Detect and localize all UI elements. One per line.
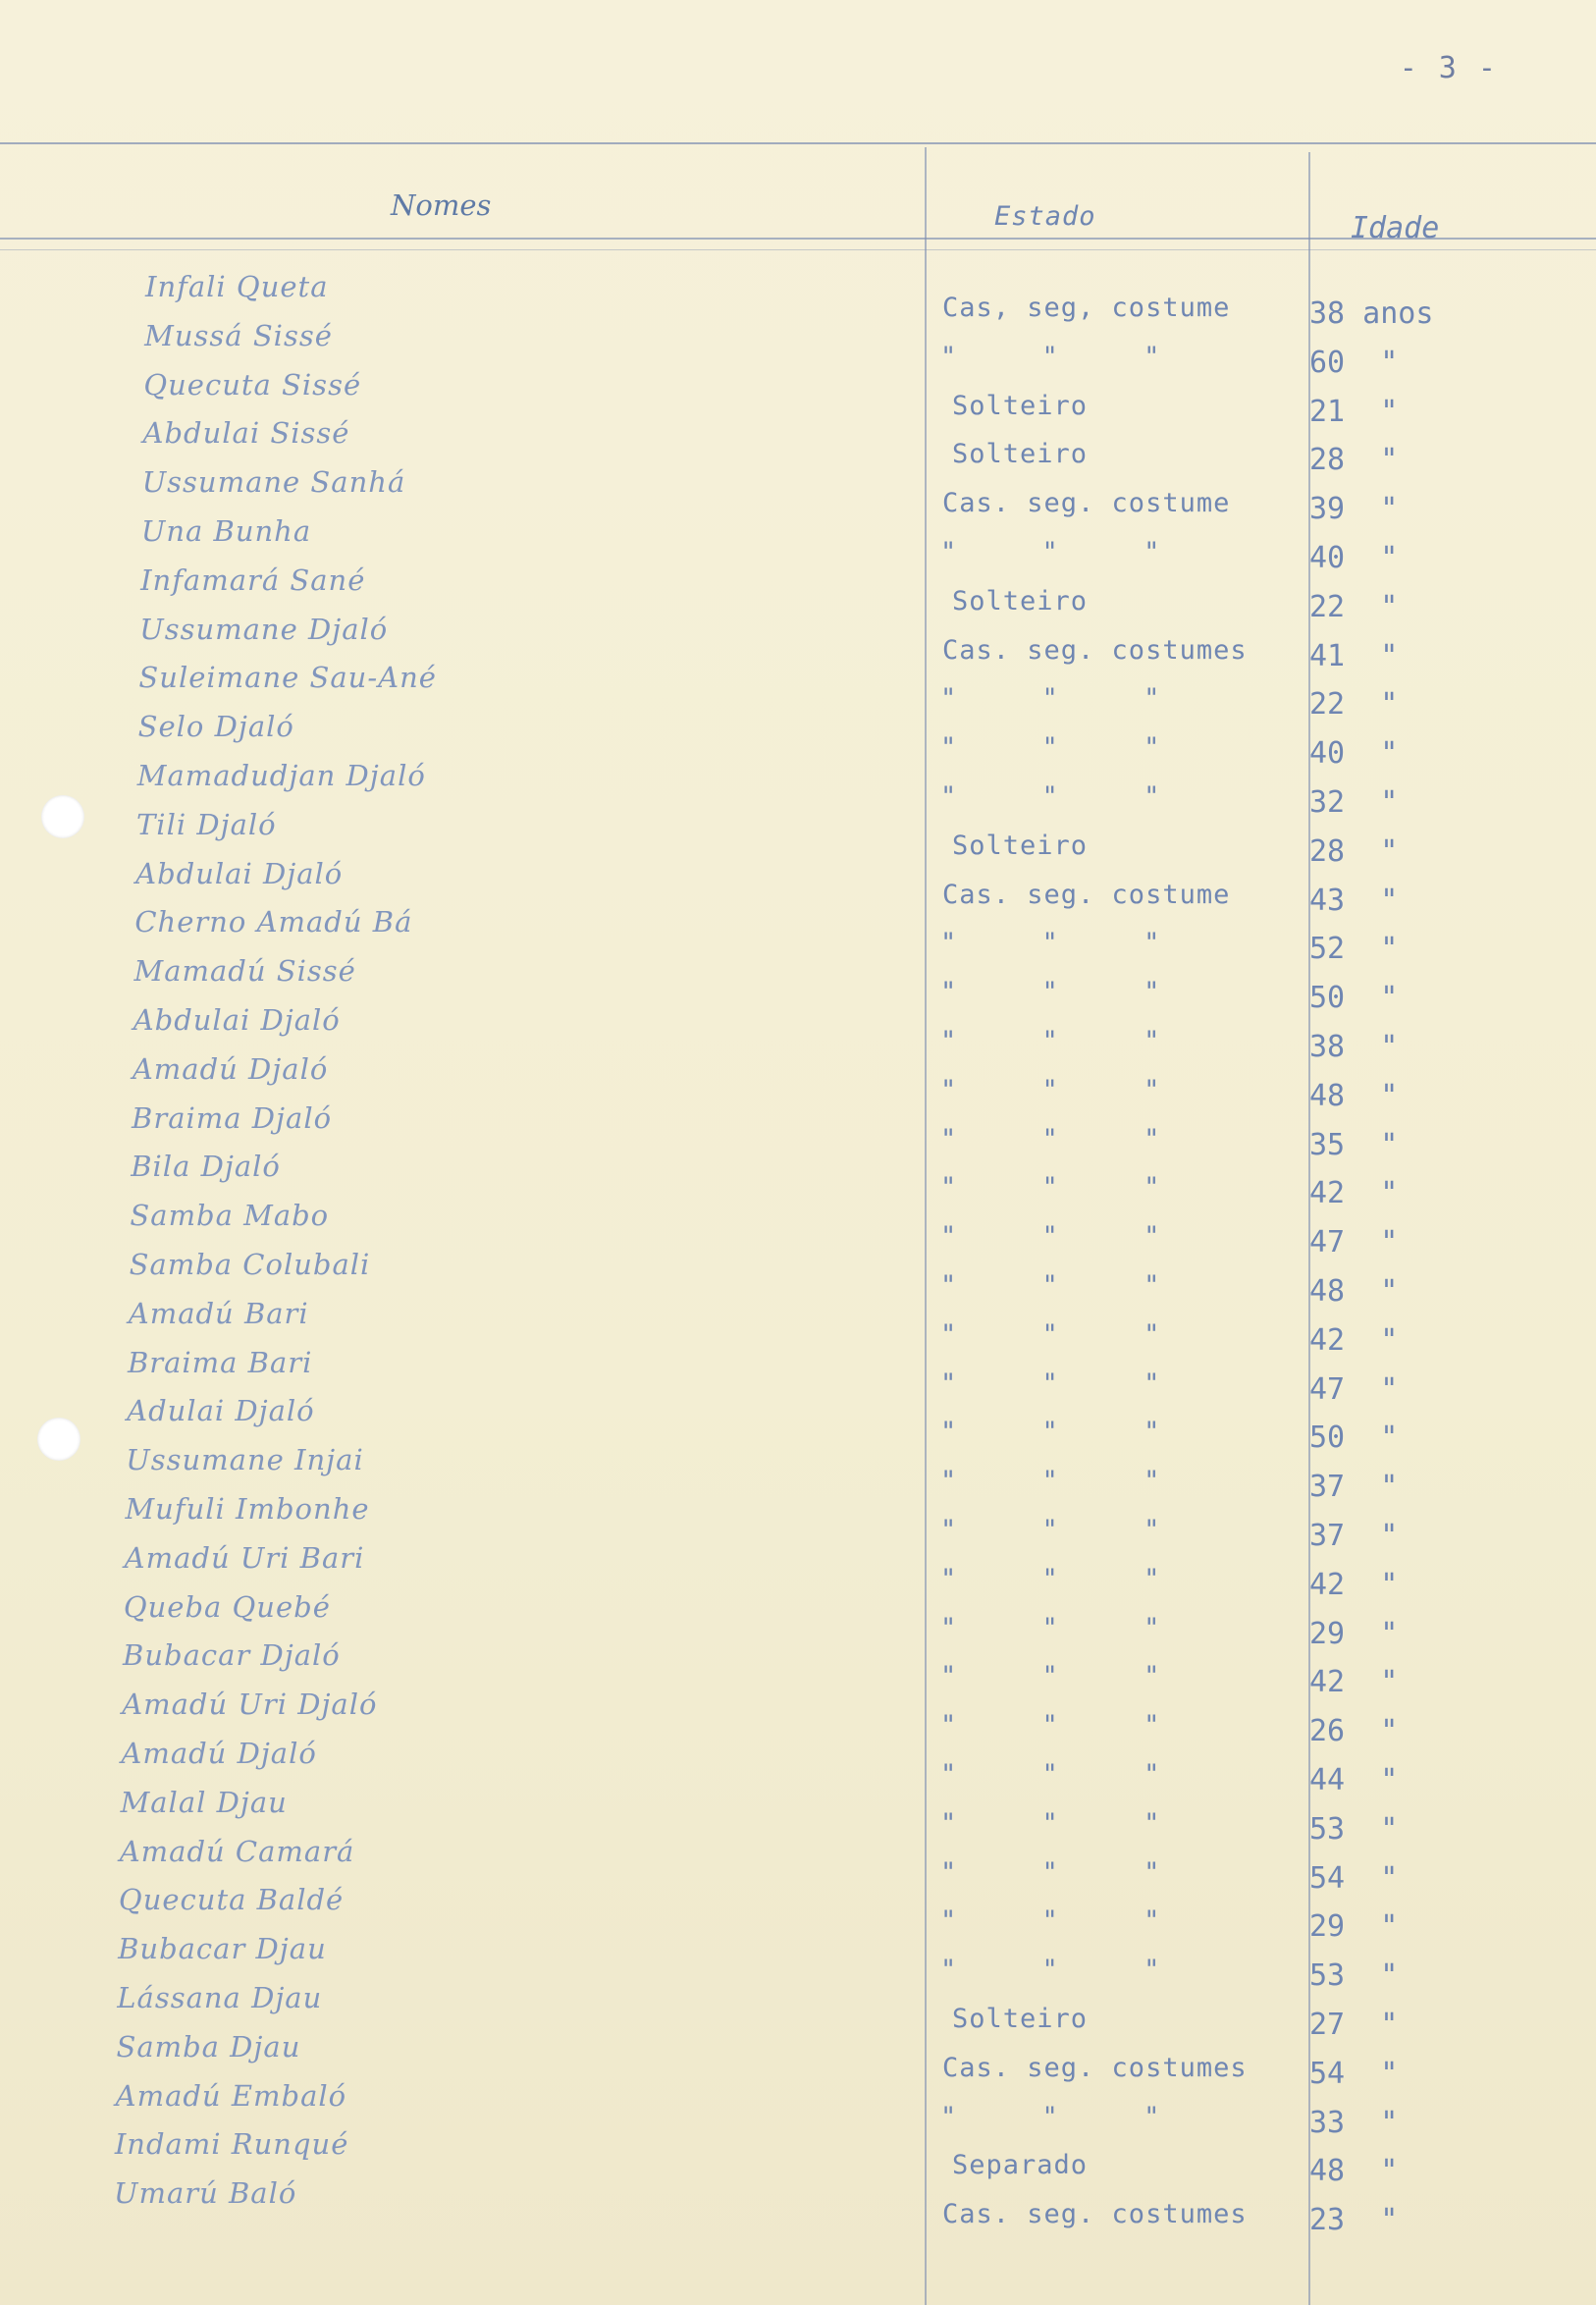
row-nome: Mufuli Imbonhe [125,1492,370,1526]
row-idade: 53 " [1309,1958,1399,1994]
row-idade: 27 " [1309,2008,1399,2042]
row-idade: 37 " [1309,1519,1399,1553]
row-nome: Cherno Amadú Bá [134,905,413,939]
row-estado: Cas. seg. costume [942,488,1231,519]
row-nome: Una Bunha [140,514,312,548]
row-estado: " " " [940,1367,1161,1399]
row-idade: 50 " [1309,1421,1399,1456]
row-nome: Mamadudjan Djaló [136,759,426,792]
row-nome: Ussumane Injai [126,1443,364,1477]
row-nome: Indami Runqué [114,2127,349,2162]
row-estado: Cas, seg, costume [942,293,1231,323]
row-estado: Solteiro [952,390,1089,421]
row-idade: 42 " [1309,1665,1399,1700]
row-nome: Amadú Djaló [132,1051,329,1086]
row-idade: 28 " [1309,443,1399,478]
row-estado: " " " [940,1026,1161,1056]
row-nome: Ussumane Sanhá [141,465,406,500]
row-estado: Cas. seg. costume [942,879,1231,910]
row-idade: 50 " [1309,981,1399,1016]
row-idade: 52 " [1309,932,1399,967]
row-estado: " " " [940,1466,1161,1497]
row-idade: 40 " [1309,541,1399,575]
row-idade: 42 " [1309,1322,1399,1358]
row-nome: Queba Quebé [123,1589,331,1624]
row-idade: 48 " [1309,1078,1399,1113]
punch-hole [41,795,84,838]
row-estado: " " " [940,1807,1161,1839]
row-idade: 54 " [1309,2056,1399,2091]
row-estado: " " " [940,1759,1161,1790]
row-nome: Tili Djaló [135,807,277,841]
row-estado: Cas. seg. costumes [942,2052,1248,2083]
row-nome: Amadú Camará [119,1834,355,1868]
header-estado: Estado [994,201,1096,232]
row-nome: Mussá Sissé [144,318,333,352]
row-estado: " " " [940,2101,1161,2132]
row-nome: Samba Djau [116,2029,301,2064]
row-idade: 35 " [1309,1127,1399,1162]
row-estado: " " " [940,977,1161,1008]
row-estado: " " " [940,1074,1161,1105]
row-idade: 38 " [1309,1030,1399,1064]
row-estado: " " " [940,732,1161,764]
row-estado: " " " [940,1417,1161,1448]
row-estado: " " " [940,1172,1161,1204]
row-idade: 33 " [1309,2105,1399,2140]
row-estado: " " " [940,1221,1161,1253]
row-nome: Bubacar Djaló [123,1638,341,1673]
row-nome: Bila Djaló [131,1150,281,1184]
row-nome: Abdulai Djaló [135,856,344,890]
row-idade: 42 " [1309,1176,1399,1211]
row-idade: 60 " [1309,345,1399,380]
row-idade: 22 " [1309,589,1399,624]
row-estado: Cas. seg. costumes [942,2199,1248,2230]
header-rule-secondary [0,249,1596,250]
header-nomes: Nomes [391,188,492,222]
row-nome: Suleimane Sau-Ané [138,661,437,695]
row-estado: " " " [940,1905,1161,1937]
row-idade: 21 " [1309,394,1399,429]
row-idade: 39 " [1309,492,1399,527]
row-nome: Amadú Embaló [115,2078,347,2113]
row-nome: Selo Djaló [137,710,294,744]
row-idade: 41 " [1309,638,1399,673]
row-nome: Lássana Djau [117,1981,323,2014]
row-estado: Solteiro [952,439,1089,470]
row-nome: Quecuta Sissé [143,367,362,402]
row-nome: Amadú Djaló [121,1737,317,1770]
row-estado: " " " [940,1955,1161,1986]
page-number: - 3 - [1399,51,1498,85]
row-estado: Cas. seg. costumes [942,634,1248,666]
row-estado: Separado [952,2150,1089,2181]
row-estado: " " " [940,1270,1161,1301]
row-nome: Umarú Baló [114,2176,297,2211]
row-nome: Quecuta Baldé [118,1883,345,1917]
row-nome: Infamará Sané [140,563,366,597]
row-idade: 22 " [1309,687,1399,723]
row-idade: 53 " [1309,1811,1399,1847]
row-idade: 48 " [1309,2154,1399,2189]
row-estado: Solteiro [952,585,1089,616]
row-estado: " " " [940,1318,1161,1350]
row-estado: Solteiro [952,830,1089,861]
row-idade: 26 " [1309,1714,1399,1749]
row-nome: Samba Mabo [130,1199,330,1233]
row-nome: Braima Djaló [132,1100,333,1135]
row-estado: " " " [940,1661,1161,1692]
row-nome: Amadú Uri Bari [124,1540,365,1575]
row-estado: " " " [940,1515,1161,1545]
row-idade: 47 " [1309,1371,1399,1407]
top-rule [0,142,1596,144]
row-idade: 29 " [1309,1909,1399,1945]
column-divider-estado [925,147,927,2305]
row-idade: 54 " [1309,1860,1399,1896]
row-nome: Amadú Bari [128,1296,309,1330]
row-nome: Abdulai Djaló [133,1003,341,1037]
row-estado: " " " [940,537,1161,567]
row-idade: 23 " [1309,2203,1399,2238]
row-nome: Braima Bari [127,1345,313,1379]
row-nome: Infali Queta [145,270,329,303]
row-estado: " " " [940,1856,1161,1888]
row-estado: Solteiro [952,2004,1089,2034]
row-nome: Samba Colubali [129,1248,371,1281]
row-estado: " " " [940,683,1161,715]
row-idade: 48 " [1309,1274,1399,1309]
row-estado: " " " [940,1123,1161,1154]
row-estado: " " " [940,341,1161,372]
punch-hole [37,1418,80,1461]
row-idade: 32 " [1309,785,1399,820]
row-idade: 28 " [1309,833,1399,869]
row-estado: " " " [940,781,1161,812]
row-nome: Adulai Djaló [127,1394,315,1428]
row-nome: Ussumane Djaló [139,612,389,646]
row-nome: Mamadú Sissé [133,954,356,989]
row-estado: " " " [940,1710,1161,1742]
row-idade: 43 " [1309,883,1399,918]
row-nome: Amadú Uri Djaló [122,1688,378,1722]
row-idade: 29 " [1309,1616,1399,1651]
row-idade: 42 " [1309,1567,1399,1602]
header-idade: Idade [1351,211,1440,245]
row-idade: 37 " [1309,1470,1399,1505]
row-idade: 40 " [1309,736,1399,772]
row-nome: Bubacar Djau [118,1932,327,1966]
row-idade: 38 anos [1309,296,1434,331]
row-idade: 44 " [1309,1763,1399,1797]
row-idade: 47 " [1309,1225,1399,1260]
row-estado: " " " [940,1612,1161,1643]
row-estado: " " " [940,1563,1161,1594]
row-nome: Abdulai Sissé [142,416,350,451]
row-nome: Malal Djau [120,1785,288,1819]
row-estado: " " " [940,928,1161,959]
